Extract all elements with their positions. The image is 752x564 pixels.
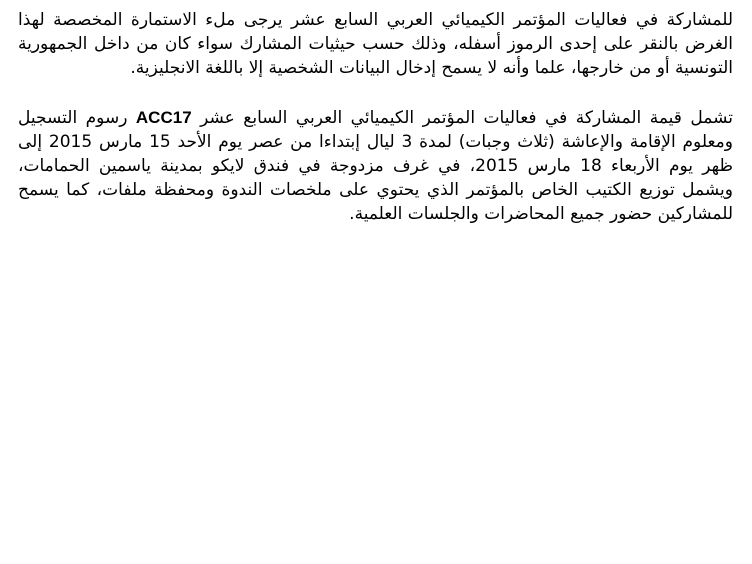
fee-paragraph-details: رسوم التسجيل ومعلوم الإقامة والإعاشة (ثلاث وجبات) لمدة 3 ليال إبتداءا من عصر يوم الأحد 15 مارس 2015 إلى ظهر يوم الأربعاء 18 مارس 2015، في غرف مزدوجة في فندق لايكو بمدينة ياسمين الحمامات، ويشمل توزيع الكتيب الخاص بالمؤتمر الذي يحتوي على ملخصات الندوة ومحفظة ملفات، كما يسمح للمشاركين حضور جميع المحاضرات والجلسات العلمية.	[18, 108, 734, 224]
fee-paragraph-intro: تشمل قيمة المشاركة في فعاليات المؤتمر الكيميائي العربي السابع عشر	[200, 108, 734, 128]
participation-instructions-paragraph: للمشاركة في فعاليات المؤتمر الكيميائي العربي السابع عشر يرجى ملء الاستمارة المخصصة لهذا الغرض بالنقر على إحدى الرموز أسفله، وذلك حسب حيثيات المشارك سواء كان من داخل الجمهورية التونسية أو من خارجها، علما وأنه لا يسمح إدخال البيانات الشخصية إلا باللغة الانجليزية.	[18, 10, 733, 78]
document-body	[18, 8, 733, 226]
participation-fee-paragraph	[18, 106, 733, 226]
conference-code: ACC17	[135, 108, 192, 127]
